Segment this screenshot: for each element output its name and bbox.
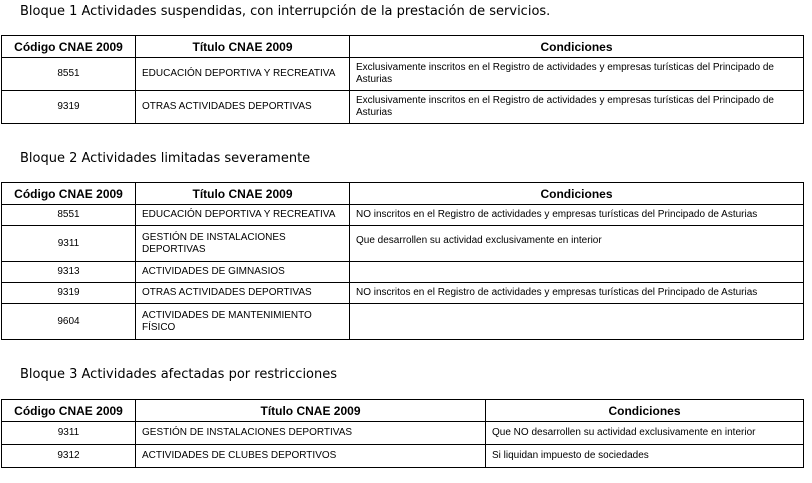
header-title: Título CNAE 2009 — [136, 400, 486, 422]
table-header-row — [2, 400, 804, 422]
row-title: GESTIÓN DE INSTALACIONES DEPORTIVAS — [136, 422, 486, 445]
row-code: 9604 — [2, 304, 136, 340]
header-code: Código CNAE 2009 — [2, 36, 136, 58]
block-3-table — [1, 399, 804, 468]
row-code: 9313 — [2, 262, 136, 283]
row-title: EDUCACIÓN DEPORTIVA Y RECREATIVA — [136, 58, 350, 91]
row-code: 9311 — [2, 422, 136, 445]
row-code: 9319 — [2, 91, 136, 124]
header-title: Título CNAE 2009 — [136, 36, 350, 58]
row-title: ACTIVIDADES DE MANTENIMIENTO FÍSICO — [136, 304, 350, 340]
table-row — [2, 58, 804, 91]
row-conditions: Si liquidan impuesto de sociedades — [486, 445, 804, 468]
table-header-row — [2, 183, 804, 205]
row-code: 8551 — [2, 58, 136, 91]
row-conditions: Exclusivamente inscritos en el Registro de actividades y empresas turísticas del Principado de Asturias — [350, 91, 804, 124]
block-3-title: Bloque 3 Actividades afectadas por restricciones — [20, 367, 338, 382]
header-conditions: Condiciones — [486, 400, 804, 422]
table-row — [2, 283, 804, 304]
row-conditions — [350, 304, 804, 340]
table-row — [2, 304, 804, 340]
row-conditions: Exclusivamente inscritos en el Registro de actividades y empresas turísticas del Principado de Asturias — [350, 58, 804, 91]
table-row — [2, 226, 804, 262]
table-row — [2, 205, 804, 226]
row-conditions: NO inscritos en el Registro de actividades y empresas turísticas del Principado de Asturias — [350, 283, 804, 304]
table-header-row — [2, 36, 804, 58]
block-2-title: Bloque 2 Actividades limitadas severamente — [20, 151, 311, 166]
header-conditions: Condiciones — [350, 36, 804, 58]
row-code: 8551 — [2, 205, 136, 226]
table-row — [2, 262, 804, 283]
row-title: OTRAS ACTIVIDADES DEPORTIVAS — [136, 283, 350, 304]
header-title: Título CNAE 2009 — [136, 183, 350, 205]
row-title: EDUCACIÓN DEPORTIVA Y RECREATIVA — [136, 205, 350, 226]
row-title: OTRAS ACTIVIDADES DEPORTIVAS — [136, 91, 350, 124]
row-conditions — [350, 262, 804, 283]
header-code: Código CNAE 2009 — [2, 400, 136, 422]
block-1-title: Bloque 1 Actividades suspendidas, con interrupción de la prestación de servicios. — [20, 4, 551, 19]
row-title: GESTIÓN DE INSTALACIONES DEPORTIVAS — [136, 226, 350, 262]
row-title: ACTIVIDADES DE CLUBES DEPORTIVOS — [136, 445, 486, 468]
row-code: 9312 — [2, 445, 136, 468]
row-code: 9319 — [2, 283, 136, 304]
row-conditions: NO inscritos en el Registro de actividades y empresas turísticas del Principado de Asturias — [350, 205, 804, 226]
block-1-table — [1, 35, 804, 124]
row-title: ACTIVIDADES DE GIMNASIOS — [136, 262, 350, 283]
table-row — [2, 91, 804, 124]
row-code: 9311 — [2, 226, 136, 262]
header-conditions: Condiciones — [350, 183, 804, 205]
block-2-table — [1, 182, 804, 340]
row-conditions: Que NO desarrollen su actividad exclusivamente en interior — [486, 422, 804, 445]
table-row — [2, 422, 804, 445]
row-conditions: Que desarrollen su actividad exclusivamente en interior — [350, 226, 804, 262]
table-row — [2, 445, 804, 468]
header-code: Código CNAE 2009 — [2, 183, 136, 205]
